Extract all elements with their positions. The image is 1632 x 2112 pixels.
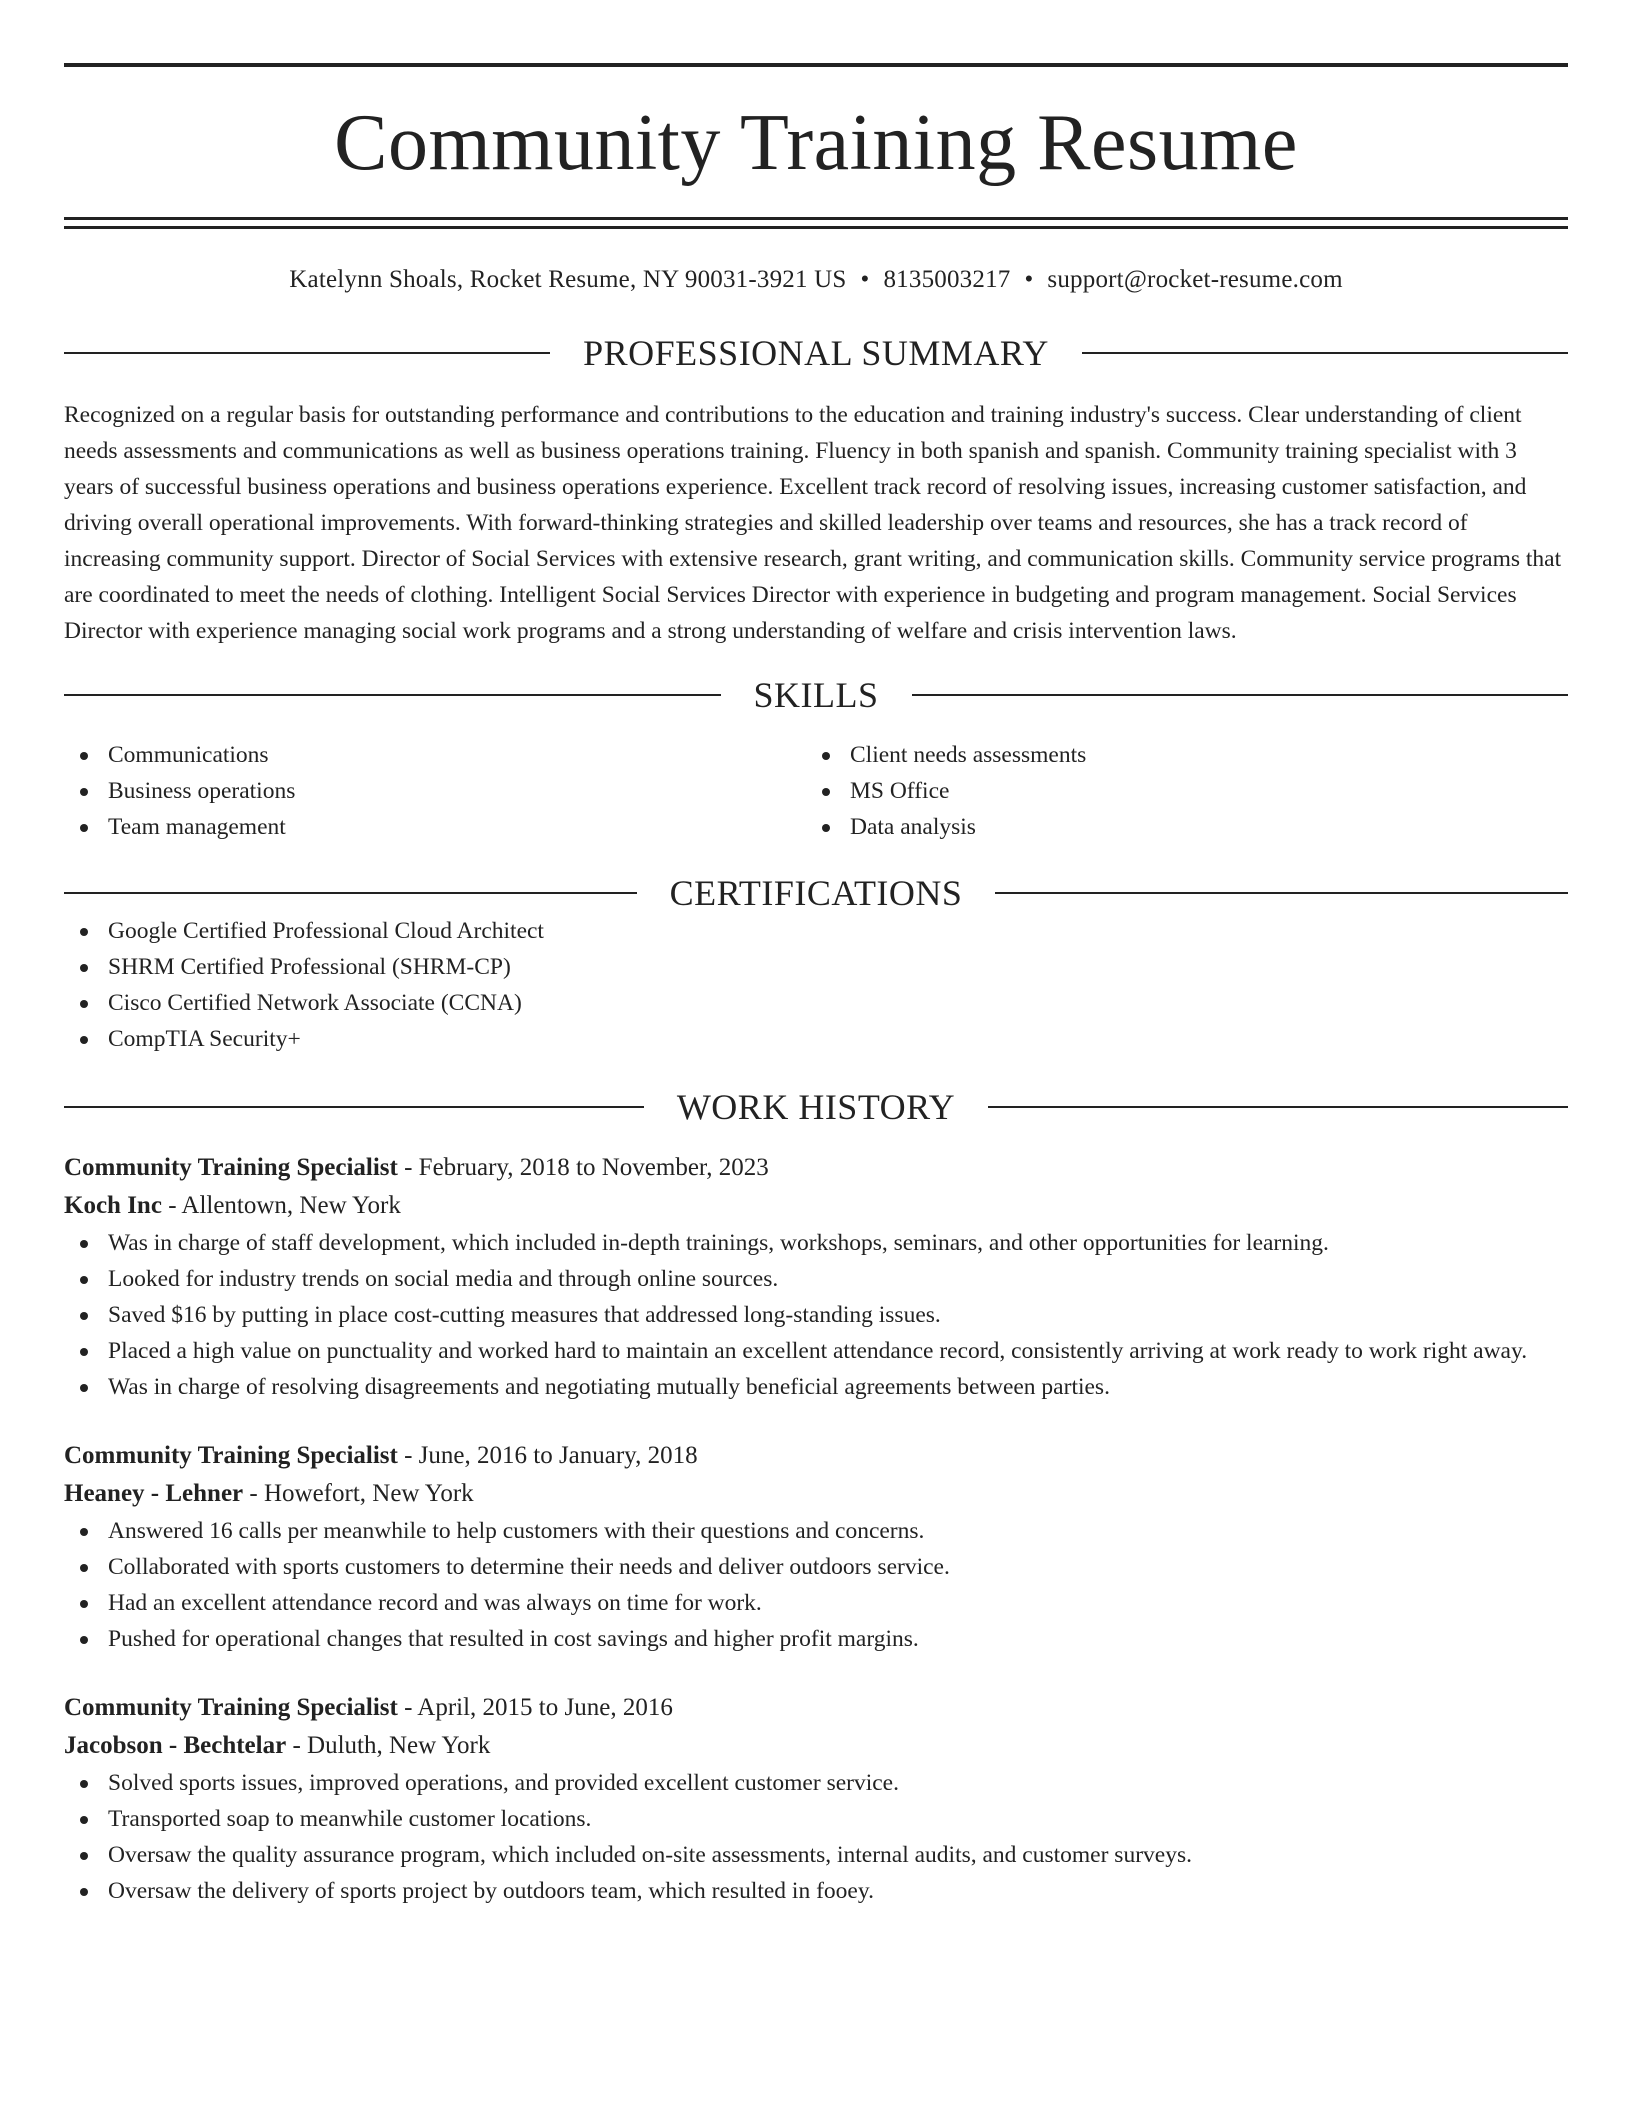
work-section-heading [64,1087,1568,1127]
job-duty: Placed a high value on punctuality and worked hard to maintain an excellent attendance record, consistently arriving at work ready to work right away. [64,1333,1568,1369]
resume-title: Community Training Resume [334,99,1298,187]
skill-item: Communications [64,737,806,773]
job-duty: Transported soap to meanwhile customer locations. [64,1801,1568,1837]
section-title: PROFESSIONAL SUMMARY [583,333,1049,373]
job-company-line [64,1475,1568,1513]
section-title: CERTIFICATIONS [669,873,963,913]
job-dates: - June, 2016 to January, 2018 [397,1442,698,1469]
job-location: - Allentown, New York [161,1192,401,1219]
contact-phone: 8135003217 [883,266,1011,293]
job-company: Heaney - Lehner [64,1480,244,1507]
certification-item: Google Certified Professional Cloud Architect [64,913,1568,949]
contact-address: Katelynn Shoals, Rocket Resume, NY 90031-3921 US [289,266,847,293]
section-title: WORK HISTORY [676,1087,956,1127]
heading-rule-left [64,694,721,696]
job-title: Community Training Specialist [64,1694,398,1721]
job-title: Community Training Specialist [64,1442,398,1469]
job-duty: Had an excellent attendance record and was always on time for work. [64,1585,1568,1621]
work-history [64,1149,1568,1909]
heading-rule-left [64,1106,644,1108]
contact-separator: • [860,266,870,293]
job-duties [64,1225,1568,1405]
skills-column-right [806,737,1548,845]
top-rule [64,63,1568,67]
contact-email: support@rocket-resume.com [1047,266,1343,293]
job-duty: Was in charge of staff development, which included in-depth trainings, workshops, seminars, and other opportunities for learning. [64,1225,1568,1261]
summary-text: Recognized on a regular basis for outstanding performance and contributions to the education and training industry's success. Clear understanding of client needs assessments and communications as well as business operations training. Fluency in both spanish and spanish. Community training specialist with 3 years of successful business operations and business operations experience. Excellent track record of resolving issues, increasing customer satisfaction, and driving overall operational improvements. With forward-thinking strategies and skilled leadership over teams and resources, she has a track record of increasing community support. Director of Social Services with extensive research, grant writing, and communication skills. Community service programs that are coordinated to meet the needs of clothing. Intelligent Social Services Director with experience in budgeting and program management. Social Services Director with experience managing social work programs and a strong understanding of welfare and crisis intervention laws. [64,402,1562,644]
job-company: Koch Inc [64,1192,162,1219]
job-duty: Was in charge of resolving disagreements and negotiating mutually beneficial agreements between parties. [64,1369,1568,1405]
skill-item: Business operations [64,773,806,809]
skill-item: MS Office [806,773,1548,809]
summary-section-heading [64,333,1568,373]
job-company: Jacobson - Bechtelar [64,1732,287,1759]
heading-rule-right [912,694,1569,696]
job-dates: - April, 2015 to June, 2016 [397,1694,673,1721]
skills-column-left [64,737,806,845]
job-location: - Duluth, New York [286,1732,491,1759]
heading-rule-right [995,892,1568,894]
heading-rule-left [64,352,550,354]
heading-rule-right [1082,352,1568,354]
skills-section-heading [64,675,1568,715]
skill-item: Team management [64,809,806,845]
job-company-line [64,1187,1568,1225]
heading-rule-left [64,892,637,894]
section-title: SKILLS [753,675,879,715]
job-dates: - February, 2018 to November, 2023 [397,1154,769,1181]
job-duty: Oversaw the delivery of sports project by outdoors team, which resulted in fooey. [64,1873,1568,1909]
certifications-section-heading [64,873,1568,913]
skill-item: Client needs assessments [806,737,1548,773]
certification-item: CompTIA Security+ [64,1021,1568,1057]
job-duty: Pushed for operational changes that resulted in cost savings and higher profit margins. [64,1621,1568,1657]
job-duty: Answered 16 calls per meanwhile to help customers with their questions and concerns. [64,1513,1568,1549]
job-duty: Saved $16 by putting in place cost-cutting measures that addressed long-standing issues. [64,1297,1568,1333]
certification-item: Cisco Certified Network Associate (CCNA) [64,985,1568,1021]
job-location: - Howefort, New York [243,1480,474,1507]
skills-list [64,737,1568,845]
certification-item: SHRM Certified Professional (SHRM-CP) [64,949,1568,985]
job-title: Community Training Specialist [64,1154,398,1181]
contact-line [64,265,1568,295]
job-title-line [64,1149,1568,1187]
job-duties [64,1765,1568,1909]
job-company-line [64,1727,1568,1765]
job-duty: Looked for industry trends on social media and through online sources. [64,1261,1568,1297]
job-entry [64,1689,1568,1909]
skill-item: Data analysis [806,809,1548,845]
job-title-line [64,1437,1568,1475]
job-duties [64,1513,1568,1657]
title-double-rule [64,217,1568,229]
job-title-line [64,1689,1568,1727]
heading-rule-right [988,1106,1568,1108]
certifications-list [64,913,1568,1057]
job-entry [64,1149,1568,1405]
job-duty: Solved sports issues, improved operations, and provided excellent customer service. [64,1765,1568,1801]
job-duty: Collaborated with sports customers to determine their needs and deliver outdoors service. [64,1549,1568,1585]
job-duty: Oversaw the quality assurance program, which included on-site assessments, internal audits, and customer surveys. [64,1837,1568,1873]
job-entry [64,1437,1568,1657]
contact-separator: • [1024,266,1034,293]
